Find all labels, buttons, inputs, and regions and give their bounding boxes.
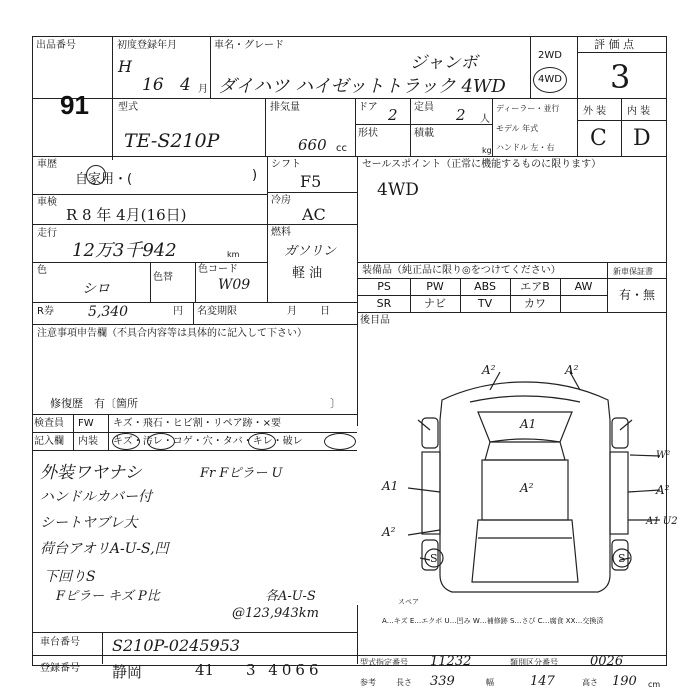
car-name-label: 車名・グレード (214, 40, 284, 51)
equip-leather: カワ (524, 297, 546, 310)
model-code: TE-S210P (124, 130, 220, 152)
handle-label: ハンドル 左・右 (496, 143, 555, 152)
height-value: 190 (612, 674, 637, 689)
ac-value: AC (302, 205, 326, 224)
reg-date-label: 初度登録年月 (117, 40, 177, 51)
mark-rear-left-wheel: S (430, 552, 438, 565)
equip-tv: TV (477, 297, 493, 310)
usage-label: 車歴 (37, 159, 57, 170)
equip-aw: AW (574, 280, 593, 293)
damage-legend: A…キズ E…エクボ U…凹み W…補修跡 S…さび C…腐食 XX…交換済 (382, 617, 604, 625)
fw-label: FW (78, 418, 94, 429)
repair-label: 修復歴 有〔箇所 (50, 397, 138, 410)
inspector-label: 検査員 (34, 418, 64, 429)
reg-month: 4 (180, 75, 191, 95)
mark-top-left: A² (482, 363, 496, 377)
shift-label: シフト (271, 159, 301, 170)
name-change-day: 日 (320, 306, 330, 317)
equip-pw: PW (426, 280, 444, 293)
note-line-8: @123,943km (232, 606, 319, 621)
fuel-value: ガソリン (284, 244, 337, 259)
load-label: 積載 (414, 128, 434, 139)
length-value: 339 (430, 674, 455, 689)
reg-year: 16 (142, 75, 164, 95)
door-value: 2 (388, 106, 398, 124)
color-code-label: 色コード (198, 264, 238, 275)
repair-close: 〕 (330, 397, 341, 410)
equip-ps: PS (377, 280, 391, 293)
color-value: シロ (82, 281, 110, 297)
equip-abs: ABS (474, 280, 496, 293)
note-line-5: 下回りS (44, 569, 96, 585)
dealer-label: ディーラー・並行 (496, 104, 560, 113)
lot-number: 91 (60, 90, 89, 120)
displacement-unit: cc (336, 143, 347, 154)
chassis-value: S210P-0245953 (112, 636, 241, 655)
mileage-label: 走行 (37, 228, 57, 239)
plate-region: 静岡 (112, 663, 143, 681)
mark-spare: スペア (398, 598, 419, 605)
note-line-6: Fピラー キズ P比 (56, 589, 160, 604)
recycle-value: 5,340 (88, 304, 129, 320)
usage-close: ) (252, 168, 258, 183)
color-code-value: W09 (218, 277, 251, 293)
dimension-unit: cm (648, 680, 661, 689)
drive-4wd: 4WD (538, 74, 562, 85)
type-number-label: 型式指定番号 (360, 658, 408, 667)
recycle-unit: 円 (173, 306, 183, 317)
plate-label: 登録番号 (40, 663, 80, 674)
note-line-1: 外装ワヤナシ (40, 463, 142, 483)
type-number-value: 11232 (430, 654, 472, 669)
height-label: 高さ (582, 678, 598, 687)
mark-hood: A1 (520, 417, 537, 431)
fuel-label: 燃料 (271, 227, 291, 238)
equip-navi: ナビ (424, 297, 446, 310)
inspection-label: 車検 (37, 197, 57, 208)
capacity-unit: 人 (480, 114, 490, 125)
sales-point-label: セールスポイント（正常に機能するものに限ります） (362, 159, 602, 170)
category-label: 類別区分番号 (510, 658, 558, 667)
mark-roof: A² (520, 481, 534, 495)
drive-2wd: 2WD (538, 50, 562, 61)
usage-value: 自家用・( (75, 172, 133, 187)
chassis-label: 車台番号 (40, 637, 80, 648)
warranty-label: 新車保証書 (613, 267, 653, 276)
vehicle-damage-diagram (360, 360, 690, 605)
category-value: 0026 (590, 654, 624, 669)
mark-right-rear: A1 U2 (646, 516, 678, 527)
circle-tabako (248, 433, 276, 450)
fw-codes: キズ・飛石・ヒビ割・リペア跡・×要 (113, 418, 281, 429)
rear-seat-label: 後目品 (360, 315, 390, 326)
mark-right-fender: W² (656, 450, 671, 461)
note-fr-pillar: Fr Fピラー U (200, 466, 283, 481)
circle-yabure (324, 433, 356, 450)
mileage-unit: km (227, 250, 240, 259)
reg-month-unit: 月 (198, 84, 208, 95)
mark-right-door: A² (656, 483, 670, 497)
width-label: 幅 (486, 678, 494, 687)
exterior-label: 外 装 (583, 106, 607, 117)
ref-label: 参考 (360, 678, 376, 687)
note-line-4: 荷台アオリA-U-S,凹 (40, 541, 169, 557)
drive-4wd-circle (533, 67, 567, 93)
equip-sr: SR (376, 297, 392, 310)
name-change-label: 名変期限 (197, 306, 237, 317)
inspection-value: R 8 年 4月(16日) (66, 206, 187, 224)
color-change-label: 色替 (153, 272, 173, 283)
circle-kizu (112, 433, 140, 450)
note-line-2: ハンドルカバー付 (40, 489, 152, 505)
note-line-3: シートヤブレ大 (40, 515, 138, 531)
width-value: 147 (530, 674, 555, 689)
color-label: 色 (37, 265, 47, 276)
displacement-label: 排気量 (270, 102, 300, 113)
model-year-label: モデル 年式 (496, 124, 539, 133)
score-value: 3 (610, 58, 631, 96)
sales-point-value: 4WD (377, 180, 419, 200)
circle-yogore (147, 433, 175, 450)
equip-airbag: エアB (520, 280, 550, 293)
reg-era: H (118, 57, 132, 76)
equipment-label: 装備品（純正品に限り◎をつけてください） (362, 265, 561, 276)
car-name: ダイハツ ハイゼットトラック 4WD (218, 76, 506, 97)
name-change-month: 月 (287, 306, 297, 317)
recycle-label: R券 (37, 306, 54, 317)
displacement-value: 660 (298, 136, 327, 154)
interior-codes: キズ・汚レ・コゲ・穴・タバ・キレ・破レ (113, 436, 303, 447)
model-label: 型式 (118, 102, 138, 113)
door-label: ドア (358, 102, 378, 113)
shape-label: 形状 (358, 128, 378, 139)
plate-number: 3 4066 (246, 661, 323, 679)
plate-class: 41 (195, 661, 215, 679)
length-label: 長さ (396, 678, 412, 687)
mileage-value: 12万3千942 (72, 240, 177, 261)
capacity-value: 2 (456, 106, 466, 124)
note-line-7: 各A-U-S (265, 589, 316, 604)
load-unit: kg (482, 146, 492, 155)
interior-label: 内 装 (627, 106, 651, 117)
shift-value: F5 (300, 172, 322, 191)
fuel-alt: 軽 油 (292, 266, 323, 281)
record-label: 記入欄 (34, 436, 64, 447)
interior-grade: D (633, 126, 651, 151)
interior-row-label: 内装 (78, 436, 98, 447)
warranty-value: 有・無 (618, 288, 655, 302)
exterior-grade: C (590, 126, 607, 151)
caution-label: 注意事項申告欄（不具合内容等は具体的に記入して下さい） (37, 328, 307, 339)
mark-left-rear: A² (382, 525, 396, 539)
mark-left-door: A1 (382, 479, 399, 493)
ac-label: 冷房 (271, 195, 291, 206)
mark-rear-right-wheel: S (618, 552, 626, 565)
capacity-label: 定員 (414, 102, 434, 113)
lot-label: 出品番号 (36, 40, 76, 51)
grade: ジャンボ (410, 53, 478, 73)
score-label: 評 価 点 (594, 38, 634, 51)
mark-top-right: A² (565, 363, 579, 377)
